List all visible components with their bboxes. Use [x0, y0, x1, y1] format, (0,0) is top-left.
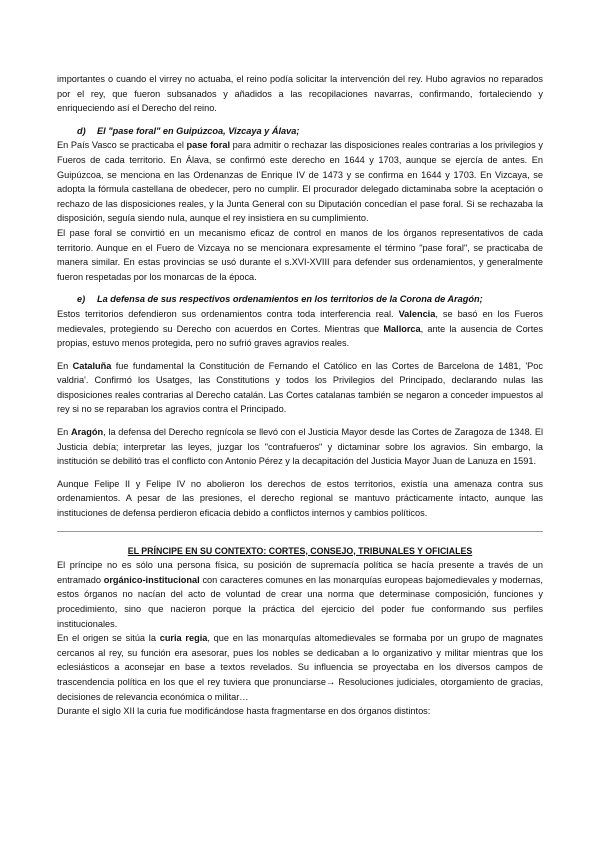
- bold-term-mallorca: Mallorca: [383, 323, 421, 334]
- paragraph-cataluna: [57, 359, 543, 417]
- spacer: [57, 417, 543, 425]
- text-run: En: [57, 427, 71, 438]
- paragraph-felipe: Aunque Felipe II y Felipe IV no abolieron los derechos de estos territorios, existía una amenaza contra sus ordenamientos. A pesar de las presiones, el derecho regional se mantuvo prácticamente intacto, aunque las instituciones de defensa perdieron eficacia debido a conflictos internos y cambios políticos.: [57, 478, 543, 519]
- text-run: , ante la ausencia de Cortes propias, estuvo menos protegida, pero no sufrió graves agravios reales.: [57, 323, 543, 349]
- text-run: Estos territorios defendieron sus ordenamientos contra toda interferencia real.: [57, 308, 399, 319]
- section-e-heading: [77, 292, 543, 307]
- bold-term-curia-regia: curia regia: [159, 633, 208, 644]
- section-principe-title: EL PRÍNCIPE EN SU CONTEXTO: CORTES, CONSEJO, TRIBUNALES Y OFICIALES: [127, 545, 473, 556]
- paragraph-valencia-mallorca: [57, 307, 543, 351]
- paragraph-curia-regia: [57, 631, 543, 704]
- paragraph-pase-foral-control: El pase foral se convirtió en un mecanismo eficaz de control en manos de los órganos representativos de cada territorio. Aunque en el Fuero de Vizcaya no se mencionara expresamente el término "pase foral", se practicaba de manera similar. En estas provincias se usó durante el s.XVI-XVIII para defender sus ordenamientos, y generalmente fueron respetadas por los monarcas de la época.: [57, 227, 543, 282]
- bold-term-aragon: Aragón: [70, 427, 104, 438]
- section-e-title: La defensa de sus respectivos ordenamientos en los territorios de la Corona de Aragón;: [97, 294, 483, 305]
- spacer: [57, 351, 543, 359]
- bold-term-pase-foral: pase foral: [186, 140, 231, 151]
- text-run: fue fundamental la Constitución de Fernando el Católico en las Cortes de Barcelona de 1481, 'Poc valdria'. Confirmó los Usatges, las Constitutions y todos los Privilegios del Principado, declarando nulas las disposiciones reales contrarias al Derecho catalán. Las Cortes catalanas también se negaron a conceder impuestos al rey si no se reparaban los agravios contra el Principado.: [57, 360, 543, 415]
- paragraph-siglo-xii: Durante el siglo XII la curia fue modificándose hasta fragmentarse en dos órganos distintos:: [57, 706, 431, 717]
- section-d-title: El "pase foral" en Guipúzcoa, Vizcaya y Álava;: [97, 125, 300, 136]
- bold-term-cataluna: Cataluña: [72, 360, 112, 371]
- section-d-heading: [77, 124, 543, 139]
- text-run: En el origen se sitúa la: [57, 633, 160, 644]
- section-d-label: d): [77, 125, 86, 136]
- text-run: , la defensa del Derecho regnícola se llevó con el Justicia Mayor desde las Cortes de Zaragoza de 1348. El Justicia debía; interpretar las leyes, juzgar los "contrafueros" y dictaminar sobre los agravios. Sin embargo, la institución se debilitó tras el conflicto con Antonio Pérez y la decapitación del Justicia Mayor Juan de Lanuza en 1591.: [57, 427, 543, 467]
- document-page: [57, 72, 543, 719]
- text-run: para admitir o rechazar las disposiciones reales contrarias a los privilegios y Fueros de cada territorio. En Álava, se confirmó este derecho en 1644 y 1703, aunque se ejercía de antes. En Guipúzcoa, se menciona en las Ordenanzas de Enrique IV de 1473 y se confirma en 1644 y 1703. En Vizcaya, se adopta la fórmula castellana de obedecer, pero no cumplir. El procurador delegado dictaminaba sobre la aceptación o rechazo de las disposiciones reales, y la Junta General con su Diputación concedían el pase foral. Si se rechazaba la disposición, seguía siendo nula, aunque el rey insistiera en su cumplimiento.: [57, 140, 543, 224]
- text-run: El príncipe no es sólo una persona física, su posición de supremacía política se hacía presente a través de un entramado: [57, 560, 543, 585]
- paragraph-pase-foral: [57, 138, 543, 226]
- text-run: En: [57, 360, 73, 371]
- text-run: con caracteres comunes en las monarquías europeas bajomedievales y modernas, estos órganos no nacían del acto de voluntad de crear una norma que determinase composición, funciones y procedimiento, sino que nacieron porque la práctica del ejercicio del poder fue conformando sus perfiles institucionales.: [57, 574, 543, 629]
- paragraph-aragon: [57, 425, 543, 469]
- bold-term-organico: orgánico-institucional: [103, 574, 200, 585]
- text-run: , que en las monarquías altomedievales se formaba por un grupo de magnates cercanos al rey, su función era asesorar, pues los nobles se dedicaban a lo organizativo y militar mientras que los eclesiásticos a aconsejar en base a textos revelados. Su influencia se proyectaba en los diversos campos de trascendencia política en los que el rey tuviera que pronunciarse→ Resoluciones judiciales, otorgamiento de gracias, decisiones de relevancia económica o militar…: [57, 633, 543, 702]
- bold-term-valencia: Valencia: [398, 308, 436, 319]
- horizontal-divider: [57, 531, 543, 532]
- spacer: [57, 469, 543, 477]
- text-run: En País Vasco se practicaba el: [57, 140, 187, 151]
- spacer: [57, 284, 543, 292]
- spacer: [57, 116, 543, 124]
- section-e-label: e): [77, 294, 86, 305]
- paragraph-principe: [57, 558, 543, 631]
- paragraph-navarra-ending: importantes o cuando el virrey no actuaba, el reino podía solicitar la intervención del rey. Hubo agravios no reparados por el rey, que fueron subsanados y añadidos a las recopilaciones navarras, confirmando, fortaleciendo y enriqueciendo así el Derecho del reino.: [57, 74, 543, 114]
- text-run: , se basó en los Fueros medievales, protegiendo su Derecho con acuerdos en Cortes. Mientras que: [57, 308, 543, 334]
